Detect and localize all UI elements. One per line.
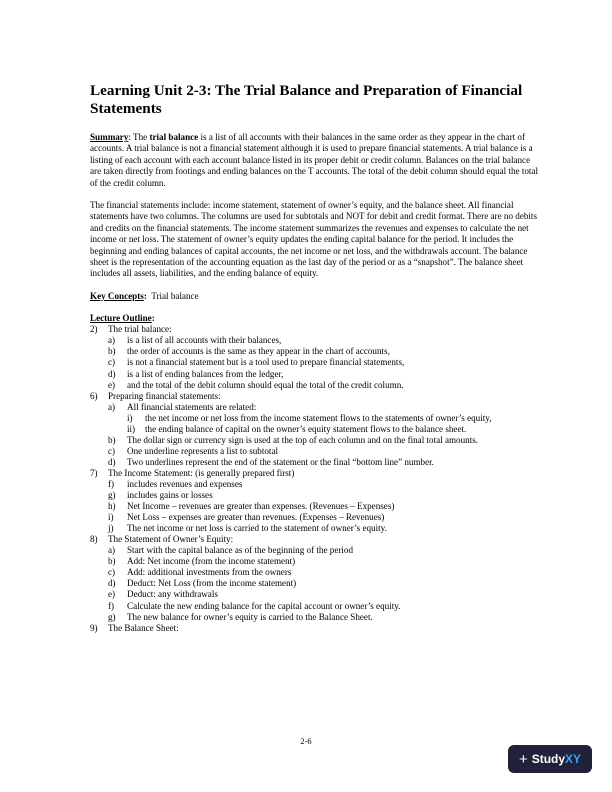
outline-item bbox=[90, 413, 540, 424]
outline-item-text: Deduct: Net Loss (from the income statement) bbox=[127, 578, 297, 589]
outline-item-text: includes gains or losses bbox=[127, 490, 213, 501]
lecture-outline bbox=[90, 313, 540, 633]
studyxy-logo[interactable] bbox=[508, 745, 592, 773]
outline-item-text: Add: Net income (from the income statement) bbox=[127, 556, 296, 567]
outline-item bbox=[90, 457, 540, 468]
outline-item-text: is a list of ending balances from the ledger, bbox=[127, 368, 284, 379]
outline-item-text: Preparing financial statements: bbox=[108, 390, 221, 401]
outline-item bbox=[90, 402, 540, 413]
outline-item bbox=[90, 335, 540, 346]
outline-item-number: d) bbox=[108, 456, 116, 467]
outline-item-number: 6) bbox=[90, 390, 98, 401]
outline-item-text: Net Loss – expenses are greater than revenues. (Expenses – Revenues) bbox=[127, 512, 385, 523]
outline-item bbox=[90, 534, 540, 545]
outline-item-number: e) bbox=[108, 589, 116, 600]
outline-item-text: All financial statements are related: bbox=[127, 401, 257, 412]
outline-item-number: d) bbox=[108, 368, 116, 379]
outline-item bbox=[90, 545, 540, 556]
outline-item-number: a) bbox=[108, 545, 116, 556]
outline-item-text: the net income or net loss from the income statement flows to the statements of owner’s equity, bbox=[145, 412, 492, 423]
outline-item-number: ii) bbox=[127, 423, 136, 434]
outline-item bbox=[90, 346, 540, 357]
outline-item bbox=[90, 357, 540, 368]
outline-item-text: Net Income – revenues are greater than expenses. (Revenues – Expenses) bbox=[127, 501, 395, 512]
outline-item bbox=[90, 369, 540, 380]
outline-item-text: The trial balance: bbox=[108, 324, 172, 335]
outline-item-text: The dollar sign or currency sign is used at the top of each column and on the final total amounts. bbox=[127, 434, 479, 445]
plus-icon: + bbox=[518, 750, 528, 768]
outline-item bbox=[90, 324, 540, 335]
key-concepts bbox=[90, 291, 540, 302]
financial-statements-paragraph: The financial statements include: income statement, statement of owner’s equity, and the balance sheet. All financial statements have two columns. The columns are used for subtotals and NOT for debit and credit format. There are no debits and credits on the financial statements. The income statement summarizes the revenues and expenses to calculate the net income or net loss. The statement of owner’s equity updates the ending capital balance for the period. It includes the beginning and ending balances of capital accounts, the net income or net loss, and the withdrawals account. The balance sheet is the representation of the accounting equation as the last day of the period or as a “snapshot”. The balance sheet includes all assets, liabilities, and the ending balance of equity. bbox=[90, 200, 537, 279]
outline-item-number: g) bbox=[108, 490, 116, 501]
summary-text-pre: : The bbox=[128, 132, 150, 142]
outline-item-text: Calculate the new ending balance for the capital account or owner’s equity. bbox=[127, 600, 401, 611]
outline-item-number: j) bbox=[108, 523, 114, 534]
outline-item-number: g) bbox=[108, 611, 116, 622]
outline-item bbox=[90, 589, 540, 600]
summary-bold-term: trial balance bbox=[149, 132, 199, 142]
outline-item-text: the order of accounts is the same as they appear in the chart of accounts, bbox=[127, 346, 390, 357]
outline-list bbox=[90, 324, 540, 633]
outline-item-text: is not a financial statement but is a tool used to prepare financial statements, bbox=[127, 357, 405, 368]
lecture-outline-label: Lecture Outline bbox=[90, 313, 152, 324]
outline-item-number: 8) bbox=[90, 534, 98, 545]
outline-item-text: The new balance for owner’s equity is carried to the Balance Sheet. bbox=[127, 611, 373, 622]
outline-item-number: 9) bbox=[90, 622, 98, 633]
key-concepts-value: Trial balance bbox=[151, 290, 199, 301]
outline-item-number: 2) bbox=[90, 324, 98, 335]
outline-item-text: Add: additional investments from the owners bbox=[127, 567, 292, 578]
outline-item-text: One underline represents a list to subtotal bbox=[127, 445, 279, 456]
outline-item-number: f) bbox=[108, 600, 115, 611]
lecture-outline-colon: : bbox=[151, 313, 155, 324]
outline-item-number: 7) bbox=[90, 467, 98, 478]
outline-item-number: i) bbox=[108, 512, 114, 523]
logo-text-main: Study bbox=[531, 752, 566, 766]
outline-item bbox=[90, 523, 540, 534]
outline-item bbox=[90, 623, 540, 634]
logo-text-accent: XY bbox=[565, 752, 582, 766]
outline-item bbox=[90, 601, 540, 612]
outline-item-number: d) bbox=[108, 578, 116, 589]
outline-item-number: a) bbox=[108, 335, 116, 346]
outline-item-number: c) bbox=[108, 445, 116, 456]
outline-item bbox=[90, 380, 540, 391]
page-number: 2-6 bbox=[300, 736, 312, 746]
outline-item-text: Deduct: any withdrawals bbox=[127, 589, 218, 600]
outline-item-text: is a list of all accounts with their balances, bbox=[127, 335, 282, 346]
outline-item-text: The Income Statement: (is generally prepared first) bbox=[108, 467, 295, 478]
outline-item bbox=[90, 501, 540, 512]
outline-item-number: c) bbox=[108, 357, 116, 368]
outline-item bbox=[90, 479, 540, 490]
outline-item bbox=[90, 578, 540, 589]
outline-item bbox=[90, 468, 540, 479]
outline-item bbox=[90, 567, 540, 578]
summary-paragraph bbox=[90, 132, 540, 189]
outline-item bbox=[90, 435, 540, 446]
outline-item-number: i) bbox=[127, 412, 133, 423]
page-title: Learning Unit 2-3: The Trial Balance and Preparation of Financial Statements bbox=[90, 82, 523, 117]
key-concepts-colon: : bbox=[143, 290, 147, 301]
outline-item-number: h) bbox=[108, 501, 116, 512]
outline-item-text: the ending balance of capital on the owner’s equity statement flows to the balance sheet. bbox=[145, 423, 467, 434]
outline-item bbox=[90, 391, 540, 402]
outline-item-number: e) bbox=[108, 379, 116, 390]
outline-item-text: The Balance Sheet: bbox=[108, 622, 179, 633]
outline-item-text: and the total of the debit column should equal the total of the credit column. bbox=[127, 379, 404, 390]
outline-item bbox=[90, 556, 540, 567]
outline-item-text: The net income or net loss is carried to the statement of owner’s equity. bbox=[127, 523, 387, 534]
outline-item-number: b) bbox=[108, 556, 116, 567]
outline-item-text: Start with the capital balance as of the beginning of the period bbox=[127, 545, 354, 556]
outline-item-number: f) bbox=[108, 478, 115, 489]
outline-item-number: b) bbox=[108, 434, 116, 445]
outline-item bbox=[90, 612, 540, 623]
outline-item-number: a) bbox=[108, 401, 116, 412]
outline-item-number: b) bbox=[108, 346, 116, 357]
key-concepts-label: Key Concepts bbox=[90, 290, 144, 301]
outline-item bbox=[90, 490, 540, 501]
summary-text-post: is a list of all accounts with their balances in the same order as they appear in the chart of accounts. A trial balance is not a financial statement although it is used to prepare financial statements. A trial balance is a listing of each account with each account balance listed in its proper debit or credit column. Balances on the trial balance are taken directly from footings and ending balances on the T accounts. The total of the debit column should equal the total of the credit column. bbox=[90, 132, 538, 188]
outline-item-text: Two underlines represent the end of the statement or the final “bottom line” number. bbox=[127, 456, 434, 467]
outline-item bbox=[90, 446, 540, 457]
outline-item bbox=[90, 512, 540, 523]
outline-item bbox=[90, 424, 540, 435]
document-page bbox=[90, 82, 540, 634]
outline-item-number: c) bbox=[108, 567, 116, 578]
outline-item-text: The Statement of Owner’s Equity: bbox=[108, 534, 234, 545]
outline-item-text: includes revenues and expenses bbox=[127, 478, 243, 489]
summary-label: Summary bbox=[90, 132, 129, 142]
